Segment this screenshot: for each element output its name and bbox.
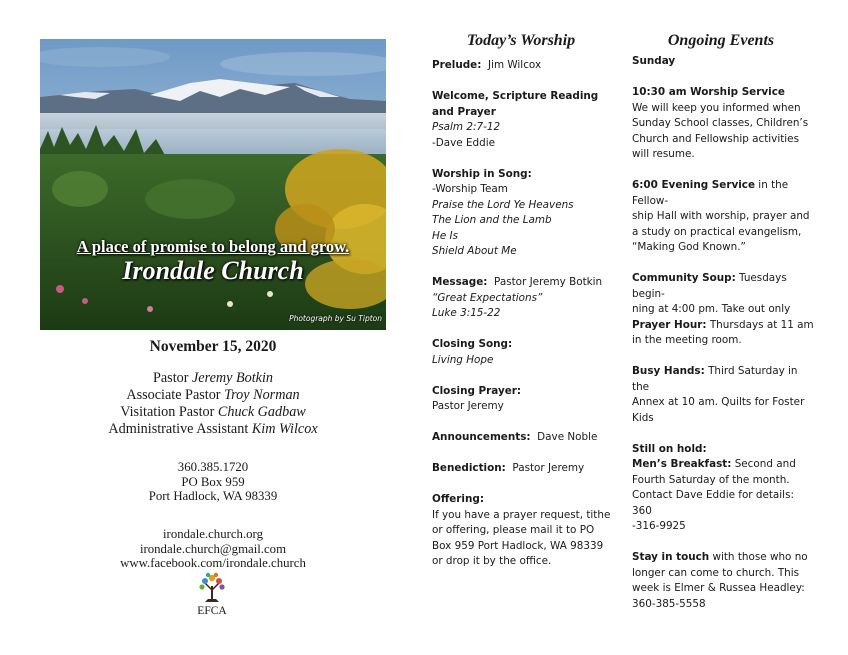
stay-in-touch: Stay in touch with those who no [632, 551, 808, 563]
staff-list [40, 370, 386, 438]
prayer-hour-line: in the meeting room. [632, 334, 742, 346]
message-title: “Great Expectations” [432, 291, 543, 304]
worship-service-line: Sunday School classes, Children’s [632, 117, 809, 129]
offering-line: or drop it by the office. [432, 555, 552, 567]
staff-visitation-pastor: Visitation Pastor Chuck Gadbaw [120, 404, 306, 420]
worship-service-line: We will keep you informed when [632, 101, 801, 114]
song-item: Praise the Lord Ye Heavens [432, 198, 574, 211]
welcome-reader: -Dave Eddie [432, 136, 495, 149]
busy-hands-line: Annex at 10 am. Quilts for Foster [632, 396, 805, 408]
cover-tagline: A place of promise to belong and grow. [76, 237, 350, 256]
email-link[interactable]: irondale.church@gmail.com [139, 541, 287, 556]
stay-in-touch-line: longer can come to church. This [632, 566, 800, 579]
staff-admin-assistant: Administrative Assistant Kim Wilcox [108, 421, 318, 437]
message: Message: Pastor Jeremy Botkin [432, 276, 603, 288]
song-item: The Lion and the Lamb [432, 214, 552, 226]
community-soup: Community Soup: Tuesdays begin- [632, 272, 787, 300]
welcome-label: Welcome, Scripture Reading and Prayer [432, 90, 599, 118]
prayer-hour: Prayer Hour: Thursdays at 11 am [632, 318, 814, 331]
announcements: Announcements: Dave Noble [432, 431, 598, 443]
welcome-scripture: Psalm 2:7-12 [432, 121, 501, 133]
po-box: PO Box 959 [181, 474, 245, 489]
web-info [40, 527, 386, 571]
cover-photo [40, 39, 386, 330]
mens-breakfast-line: Fourth Saturday of the month. [632, 473, 790, 486]
events-list [632, 54, 814, 612]
community-soup-line: ning at 4:00 pm. Take out only [632, 303, 791, 315]
offering-line: If you have a prayer request, tithe [432, 508, 611, 521]
evening-service: 6:00 Evening Service in the Fellow- [632, 179, 789, 207]
worship-service-label: 10:30 am Worship Service [632, 86, 785, 98]
closing-song: Living Hope [432, 353, 494, 366]
worship-order [432, 58, 612, 570]
evening-line: a study on practical evangelism, [632, 225, 802, 238]
offering-label: Offering: [432, 493, 484, 505]
facebook-link[interactable]: www.facebook.com/irondale.church [120, 556, 306, 570]
contact-info [40, 460, 386, 504]
closing-prayer: Pastor Jeremy [432, 400, 504, 412]
events-day: Sunday [632, 55, 676, 67]
worship-service-line: will resume. [632, 148, 695, 160]
mens-breakfast: Men’s Breakfast: Second and [632, 458, 796, 470]
efca-label: EFCA [197, 605, 227, 617]
offering-line: Box 959 Port Hadlock, WA 98339 [432, 539, 604, 552]
busy-hands-line: Kids [632, 411, 654, 424]
city-address: Port Hadlock, WA 98339 [148, 489, 278, 503]
events-title: Ongoing Events [667, 32, 775, 49]
closing-song-label: Closing Song: [432, 338, 513, 350]
bulletin-date: November 15, 2020 [149, 338, 277, 355]
evening-line: ship Hall with worship, prayer and [632, 210, 810, 222]
mens-breakfast-line: Contact Dave Eddie for details: 360 [632, 489, 794, 517]
cover-church-name: Irondale Church [122, 256, 304, 285]
staff-pastor: Pastor Jeremy Botkin [152, 370, 274, 386]
benediction: Benediction: Pastor Jeremy [432, 462, 585, 474]
song-label: Worship in Song: [432, 167, 532, 180]
prelude: Prelude: Jim Wilcox [432, 59, 542, 71]
song-leader: -Worship Team [432, 183, 508, 195]
phone-number: 360.385.1720 [177, 460, 249, 474]
closing-prayer-label: Closing Prayer: [432, 384, 522, 397]
evening-line: “Making God Known.” [632, 241, 746, 253]
website-link[interactable]: irondale.church.org [163, 527, 263, 541]
busy-hands: Busy Hands: Third Saturday in the [632, 365, 798, 393]
stay-in-touch-line: week is Elmer & Russea Headley: [632, 582, 805, 594]
mens-breakfast-line: -316-9925 [632, 520, 686, 532]
offering-line: or offering, please mail it to PO [432, 524, 595, 536]
photo-credit: Photograph by Su Tipton [289, 314, 382, 323]
stay-in-touch-line: 360-385-5558 [632, 597, 706, 610]
staff-associate-pastor: Associate Pastor Troy Norman [126, 387, 300, 403]
still-on-hold: Still on hold: [632, 442, 707, 455]
mountain-landscape-image [40, 39, 386, 330]
tree-of-people-icon [196, 572, 228, 606]
song-item: He Is [432, 229, 458, 242]
worship-service-line: Church and Fellowship activities [632, 132, 799, 145]
message-scripture: Luke 3:15-22 [432, 307, 501, 319]
song-item: Shield About Me [432, 245, 517, 257]
worship-title: Today’s Worship [466, 32, 576, 49]
